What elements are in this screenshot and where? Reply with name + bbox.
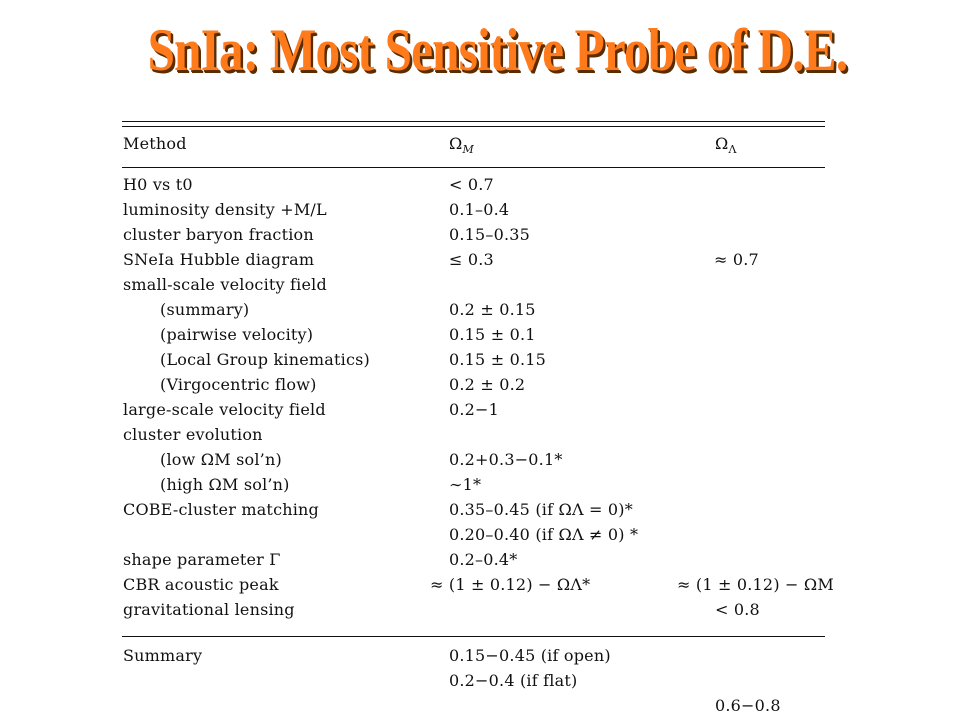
top-rule-2 xyxy=(122,126,825,127)
method-cell: (high ΩM sol’n) xyxy=(160,475,290,494)
method-cell: (Virgocentric flow) xyxy=(160,375,317,394)
header-rule xyxy=(122,167,825,168)
omega-m-cell: ∼1* xyxy=(449,475,482,494)
omega-m-cell: 0.15 ± 0.1 xyxy=(449,325,536,344)
omega-lambda-cell: ≈ (1 ± 0.12) − ΩM xyxy=(677,575,834,594)
omega-lambda-cell: ≈ 0.7 xyxy=(714,250,759,269)
method-cell: COBE-cluster matching xyxy=(123,500,319,519)
omega-m-cell: 0.2+0.3−0.1* xyxy=(449,450,563,469)
omega-m-cell: 0.35–0.45 (if ΩΛ = 0)* xyxy=(449,500,633,519)
summary-method-cell: Summary xyxy=(123,646,203,665)
omega-m-cell: 0.20–0.40 (if ΩΛ ≠ 0) * xyxy=(449,525,639,544)
method-cell: luminosity density +M/L xyxy=(123,200,327,219)
method-cell: cluster baryon fraction xyxy=(123,225,314,244)
header-omega-m: $\Omega_M$ xyxy=(449,134,474,157)
method-cell: shape parameter Γ xyxy=(123,550,281,569)
omega-m-cell: 0.2 ± 0.2 xyxy=(449,375,526,394)
slide-title: SnIa: Most Sensitive Probe of D.E. xyxy=(147,17,848,83)
method-cell: (low ΩM sol’n) xyxy=(160,450,282,469)
omega-lambda-cell: < 0.8 xyxy=(715,600,760,619)
omega-m-cell: 0.15–0.35 xyxy=(449,225,531,244)
omega-m-cell: 0.1–0.4 xyxy=(449,200,510,219)
method-cell: gravitational lensing xyxy=(123,600,295,619)
method-cell: small-scale velocity field xyxy=(123,275,327,294)
omega-m-cell: 0.15 ± 0.15 xyxy=(449,350,547,369)
method-cell: (Local Group kinematics) xyxy=(160,350,370,369)
method-cell: (summary) xyxy=(160,300,250,319)
omega-m-cell: ≈ (1 ± 0.12) − ΩΛ* xyxy=(430,575,591,594)
header-method: Method xyxy=(123,134,187,153)
summary-omega-m-cell: 0.15−0.45 (if open) xyxy=(449,646,611,665)
omega-m-cell: 0.2–0.4* xyxy=(449,550,518,569)
method-cell: (pairwise velocity) xyxy=(160,325,314,344)
omega-m-cell: 0.2 ± 0.15 xyxy=(449,300,536,319)
method-cell: large-scale velocity field xyxy=(123,400,326,419)
summary-omega-m-cell: 0.2−0.4 (if flat) xyxy=(449,671,578,690)
method-cell: SNeIa Hubble diagram xyxy=(123,250,315,269)
top-rule-1 xyxy=(122,121,825,122)
method-cell: CBR acoustic peak xyxy=(123,575,279,594)
omega-m-cell: 0.2−1 xyxy=(449,400,500,419)
method-cell: cluster evolution xyxy=(123,425,263,444)
summary-omega-lambda-cell: 0.6−0.8 xyxy=(715,696,781,715)
omega-m-cell: < 0.7 xyxy=(449,175,494,194)
header-omega-lambda: $\Omega_\Lambda$ xyxy=(715,134,737,157)
method-cell: H0 vs t0 xyxy=(123,175,193,194)
summary-rule xyxy=(122,636,825,637)
omega-m-cell: ≤ 0.3 xyxy=(449,250,494,269)
